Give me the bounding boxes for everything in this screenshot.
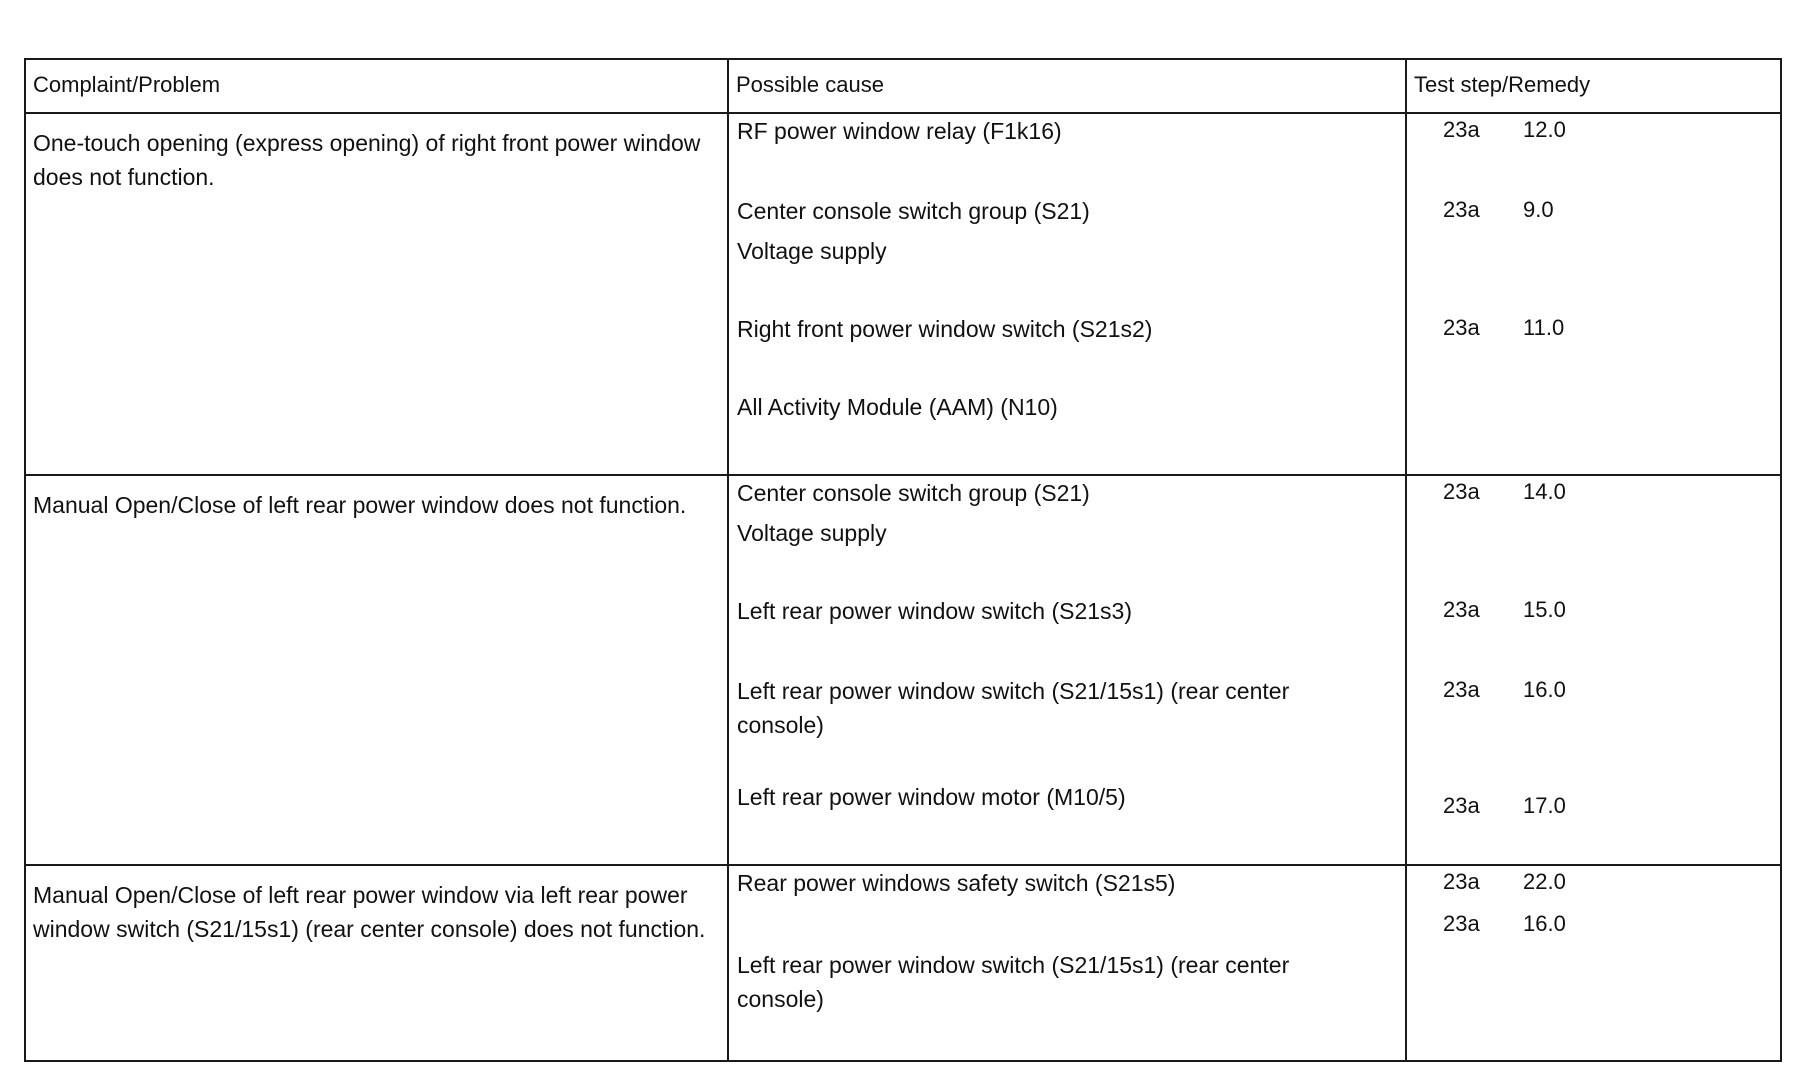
remedy-entry (1407, 594, 1780, 674)
cause-text: Rear power windows safety switch (S21s5) (737, 870, 1176, 896)
remedy-cell (1406, 475, 1781, 865)
remedy-line (1407, 114, 1780, 146)
cause-text: Center console switch group (S21) (737, 198, 1090, 224)
remedy-code: 23a (1443, 869, 1480, 894)
remedy-line (1407, 908, 1780, 940)
remedy-code: 23a (1443, 677, 1480, 702)
remedy-line (1407, 194, 1780, 226)
remedy-code: 23a (1443, 597, 1480, 622)
remedy-step: 9.0 (1523, 197, 1554, 222)
cause-text: Left rear power window switch (S21/15s1) (rear center console) (737, 952, 1290, 1012)
remedy-step: 17.0 (1523, 793, 1566, 818)
cause-text: Left rear power window motor (M10/5) (737, 784, 1126, 810)
remedy-line (1407, 476, 1780, 508)
remedy-code: 23a (1443, 793, 1480, 818)
cause-entry (729, 114, 1405, 194)
diagnosis-table (24, 58, 1782, 1062)
remedy-code: 23a (1443, 911, 1480, 936)
remedy-line (1407, 594, 1780, 626)
cause-entry (729, 194, 1405, 312)
remedy-line (1407, 866, 1780, 898)
header-remedy: Test step/Remedy (1406, 59, 1781, 113)
complaint-cell: Manual Open/Close of left rear power window via left rear power window switch (S21/15s1) (rear center console) does not function. (25, 865, 728, 1061)
remedy-entry (1407, 312, 1780, 390)
complaint-cell: One-touch opening (express opening) of right front power window does not function. (25, 113, 728, 475)
cause-entry (729, 674, 1405, 780)
cause-text: Left rear power window switch (S21s3) (737, 598, 1132, 624)
remedy-line (1407, 674, 1780, 706)
remedy-step: 22.0 (1523, 869, 1566, 894)
table-row (25, 113, 1781, 475)
cause-cell (728, 865, 1406, 1061)
remedy-line (1407, 312, 1780, 344)
cause-text: Right front power window switch (S21s2) (737, 316, 1153, 342)
remedy-step: 16.0 (1523, 911, 1566, 936)
remedy-entry (1407, 780, 1780, 822)
cause-text: Left rear power window switch (S21/15s1) (rear center console) (737, 678, 1290, 738)
remedy-code: 23a (1443, 315, 1480, 340)
remedy-step: 14.0 (1523, 479, 1566, 504)
cause-text: Voltage supply (737, 238, 887, 264)
header-cause: Possible cause (728, 59, 1406, 113)
remedy-entry (1407, 476, 1780, 594)
complaint-cell: Manual Open/Close of left rear power window does not function. (25, 475, 728, 865)
cause-entry (729, 476, 1405, 594)
remedy-code: 23a (1443, 479, 1480, 504)
remedy-entry (1407, 674, 1780, 780)
remedy-step: 12.0 (1523, 117, 1566, 142)
remedy-step: 16.0 (1523, 677, 1566, 702)
remedy-entry (1407, 194, 1780, 312)
header-complaint: Complaint/Problem (25, 59, 728, 113)
cause-cell (728, 475, 1406, 865)
remedy-step: 15.0 (1523, 597, 1566, 622)
remedy-entry (1407, 866, 1780, 940)
cause-text: Center console switch group (S21) (737, 480, 1090, 506)
remedy-code: 23a (1443, 197, 1480, 222)
remedy-cell (1406, 865, 1781, 1061)
table-row (25, 865, 1781, 1061)
cause-entry (729, 594, 1405, 674)
cause-entry (729, 390, 1405, 424)
remedy-step: 11.0 (1523, 315, 1565, 340)
cause-cell (728, 113, 1406, 475)
cause-entry (729, 780, 1405, 814)
table-row (25, 475, 1781, 865)
cause-text: All Activity Module (AAM) (N10) (737, 394, 1058, 420)
remedy-line (1407, 790, 1780, 822)
cause-text: RF power window relay (F1k16) (737, 118, 1062, 144)
cause-entry (729, 948, 1405, 1016)
remedy-code: 23a (1443, 117, 1480, 142)
cause-entry (729, 866, 1405, 948)
header-row (25, 59, 1781, 113)
cause-text: Voltage supply (737, 520, 887, 546)
remedy-cell (1406, 113, 1781, 475)
remedy-entry (1407, 114, 1780, 194)
cause-entry (729, 312, 1405, 390)
